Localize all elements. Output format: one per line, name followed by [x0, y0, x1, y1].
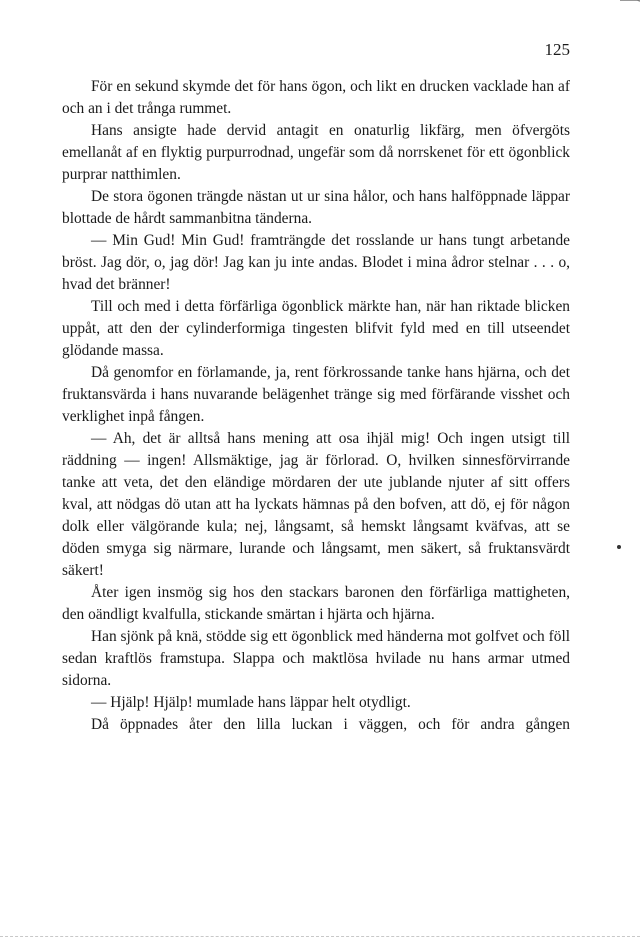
paragraph: Åter igen insmög sig hos den stackars baronen den förfärliga mattigheten, den oändligt kvalfulla, stickande smärtan i hjärta och hjärna. [62, 584, 570, 623]
paragraph: Han sjönk på knä, stödde sig ett ögonblick med händerna mot golfvet och föll sedan kraftlös framstupa. Slappa och maktlösa hvilade nu hans armar utmed sidorna. [62, 628, 570, 689]
paragraph: Hans ansigte hade dervid antagit en onaturlig likfärg, men öfvergöts emellanåt af en flyktig purpurrodnad, ungefär som då norrskenet för ett ögonblick purprar natthimlen. [62, 122, 570, 183]
paragraph: — Hjälp! Hjälp! mumlade hans läppar helt otydligt. [91, 694, 411, 711]
paragraph: Då öppnades åter den lilla luckan i väggen, och för andra gången [91, 716, 570, 733]
page-number: 125 [544, 40, 570, 59]
paragraph: Då genomfor en förlamande, ja, rent förkrossande tanke hans hjärna, och det fruktansvärda i hans nuvarande belägenhet tränge sig med förfärande visshet och verklighet inpå fången. [62, 364, 570, 425]
paragraph: — Ah, det är alltså hans mening att osa ihjäl mig! Och ingen utsigt till räddning — ingen! Allsmäktige, jag är förlorad. O, hvilken sinnesförvirrande tanke att veta, det den eländige mördaren der ute jublande njuter af sitt offers kval, att nödgas dö utan att ha lyckats hämnas på den bofven, att dö, ej för någon dolk eller välgörande kula; nej, långsamt, så hemskt långsamt kväfvas, att se döden smyga sig närmare, lurande och långsamt, men säkert, så fruktansvärdt säkert! [62, 430, 570, 579]
paragraph: För en sekund skymde det för hans ögon, och likt en drucken vacklade han af och an i det trånga rummet. [62, 78, 570, 117]
page-bottom-edge [0, 936, 640, 937]
paragraph: — Min Gud! Min Gud! framträngde det rosslande ur hans tungt arbetande bröst. Jag dör, o, jag dör! Jag kan ju inte andas. Blodet i mina ådror stelnar . . . o, hvad det bränner! [62, 232, 570, 293]
page-corner-mark [620, 0, 640, 15]
margin-dot [617, 545, 621, 549]
text-body [62, 76, 570, 736]
paragraph: De stora ögonen trängde nästan ut ur sina hålor, och hans halföppnade läppar blottade de hårdt sammanbitna tänderna. [62, 188, 570, 227]
paragraph: Till och med i detta förfärliga ögonblick märkte han, när han riktade blicken uppåt, att den der cylinderformiga tingesten blifvit fyld med en till utseendet glödande massa. [62, 298, 570, 359]
